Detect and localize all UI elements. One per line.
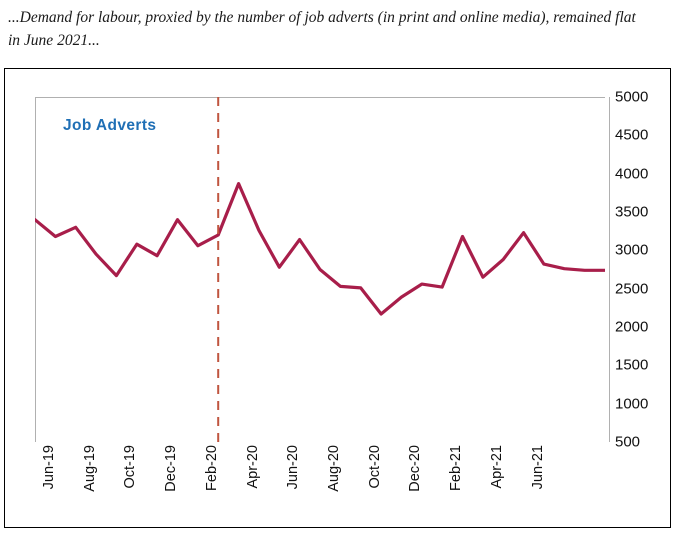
y-axis-tick-label: 500 xyxy=(615,433,641,451)
series-line-chart xyxy=(35,97,605,442)
y-axis-tick-label: 4000 xyxy=(615,165,649,183)
y-axis-tick-label: 3500 xyxy=(615,203,649,221)
x-axis-tick-label: Oct-20 xyxy=(366,445,383,489)
y-axis-tick-label: 1500 xyxy=(615,356,649,374)
x-axis-tick-label: Aug-20 xyxy=(326,445,342,492)
x-axis-tick-label: Jun-19 xyxy=(41,445,57,490)
y-axis-line xyxy=(609,97,610,442)
x-axis-tick-label: Apr-21 xyxy=(488,445,505,489)
x-axis-tick-label: Feb-21 xyxy=(448,445,465,491)
y-axis-tick-label: 3000 xyxy=(615,241,649,259)
y-axis-tick-label: 1000 xyxy=(615,395,649,413)
x-axis-tick-label: Dec-19 xyxy=(163,445,180,492)
x-axis xyxy=(35,445,605,521)
x-axis-tick-label: Jun-21 xyxy=(529,445,546,490)
x-axis-tick-label: Apr-20 xyxy=(244,445,261,489)
chart-frame xyxy=(4,68,671,528)
x-axis-tick-label: Feb-20 xyxy=(203,445,220,491)
x-axis-tick-label: Oct-19 xyxy=(122,445,139,489)
y-axis xyxy=(609,88,669,451)
x-axis-tick-label: Aug-19 xyxy=(81,445,98,492)
chart-caption: ...Demand for labour, proxied by the number of job adverts (in print and online media), remained flat in June 2021... xyxy=(8,9,636,50)
plot-area xyxy=(35,97,605,442)
x-axis-tick-label: Jun-20 xyxy=(285,445,302,490)
y-axis-tick-label: 5000 xyxy=(615,88,649,106)
y-axis-tick-label: 2500 xyxy=(615,280,649,298)
series-label: Job Adverts xyxy=(63,117,157,134)
y-axis-tick-label: 4500 xyxy=(615,126,649,144)
x-axis-tick-label: Dec-20 xyxy=(407,445,424,492)
y-axis-tick-label: 2000 xyxy=(615,318,649,336)
